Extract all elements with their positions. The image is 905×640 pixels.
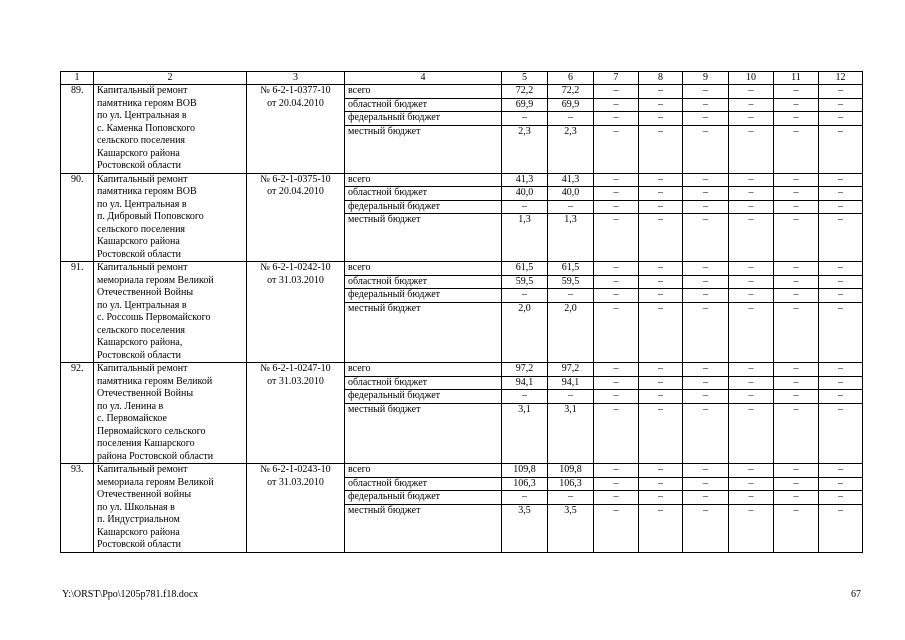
amount-cell: – xyxy=(819,125,863,173)
amount-cell: – xyxy=(594,98,639,112)
object-name-line: района Ростовской области xyxy=(97,450,214,462)
amount-cell: – xyxy=(729,302,774,363)
amount-cell: – xyxy=(594,85,639,99)
registration-line: № 6-2-1-0375-10 xyxy=(260,173,331,185)
amount-cell: – xyxy=(639,187,683,201)
amount-cell: – xyxy=(639,200,683,214)
funding-source: всего xyxy=(345,173,502,187)
amount-cell: – xyxy=(774,187,819,201)
amount-cell: – xyxy=(819,112,863,126)
amount-cell: – xyxy=(729,214,774,262)
registration-line: № 6-2-1-0242-10 xyxy=(260,262,331,273)
funding-source: федеральный бюджет xyxy=(345,200,502,214)
amount-cell: – xyxy=(774,491,819,505)
amount-cell: – xyxy=(683,504,729,552)
registration-line: от 31.03.2010 xyxy=(267,375,324,387)
amount-total: 59,5 xyxy=(502,275,548,289)
budget-table xyxy=(60,71,863,553)
amount-cell: – xyxy=(819,173,863,187)
amount-cell: – xyxy=(683,125,729,173)
object-name-line: Капитальный ремонт xyxy=(97,262,188,273)
amount-cell: – xyxy=(774,477,819,491)
registration-number xyxy=(247,262,345,363)
funding-source: федеральный бюджет xyxy=(345,491,502,505)
column-number-row xyxy=(61,72,863,85)
object-name-line: сельского поселения xyxy=(97,135,186,146)
amount-cell: – xyxy=(683,173,729,187)
amount-cell: – xyxy=(594,262,639,276)
object-name-line: по ул. Ленина в xyxy=(97,400,164,412)
object-name-line: с. Первомайское xyxy=(97,413,167,424)
amount-cell: – xyxy=(594,125,639,173)
table-body xyxy=(61,72,863,553)
amount-total: 94,1 xyxy=(502,376,548,390)
amount-cell: – xyxy=(819,464,863,478)
amount-total: 1,3 xyxy=(502,214,548,262)
object-name xyxy=(94,262,247,363)
object-name-line: памятника героям ВОВ xyxy=(97,97,197,109)
amount-year: 3,5 xyxy=(548,504,594,552)
table-row xyxy=(61,363,863,377)
row-number: 90. xyxy=(61,173,94,262)
object-name-line: поселения Кашарского xyxy=(97,438,195,449)
amount-cell: – xyxy=(819,504,863,552)
object-name-line: с. Россошь Первомайского xyxy=(97,312,211,323)
column-header: 7 xyxy=(594,72,639,85)
footer-file-path: Y:\ORST\Ppo\1205p781.f18.docx xyxy=(62,589,199,600)
amount-cell: – xyxy=(729,464,774,478)
amount-cell: – xyxy=(729,200,774,214)
table-row xyxy=(61,464,863,478)
amount-year: 41,3 xyxy=(548,173,594,187)
amount-cell: – xyxy=(639,363,683,377)
registration-line: от 20.04.2010 xyxy=(267,186,324,197)
funding-source: федеральный бюджет xyxy=(345,390,502,404)
amount-cell: – xyxy=(683,477,729,491)
object-name-line: по ул. Школьная в xyxy=(97,501,175,513)
registration-line: № 6-2-1-0247-10 xyxy=(260,363,331,374)
amount-cell: – xyxy=(683,187,729,201)
amount-cell: – xyxy=(729,289,774,303)
amount-cell: – xyxy=(639,214,683,262)
amount-year: – xyxy=(548,390,594,404)
amount-cell: – xyxy=(819,477,863,491)
object-name-line: Кашарского района xyxy=(97,526,180,538)
funding-source: федеральный бюджет xyxy=(345,112,502,126)
object-name xyxy=(94,464,247,553)
amount-year: 2,3 xyxy=(548,125,594,173)
column-header: 9 xyxy=(683,72,729,85)
amount-cell: – xyxy=(774,464,819,478)
amount-cell: – xyxy=(639,275,683,289)
amount-total: 97,2 xyxy=(502,363,548,377)
funding-source: всего xyxy=(345,262,502,276)
table-row xyxy=(61,173,863,187)
amount-cell: – xyxy=(683,403,729,464)
amount-year: 2,0 xyxy=(548,302,594,363)
amount-cell: – xyxy=(774,98,819,112)
amount-total: – xyxy=(502,289,548,303)
amount-total: – xyxy=(502,200,548,214)
amount-cell: – xyxy=(639,491,683,505)
amount-cell: – xyxy=(729,125,774,173)
registration-number xyxy=(247,464,345,553)
amount-cell: – xyxy=(774,214,819,262)
amount-year: 97,2 xyxy=(548,363,594,377)
amount-cell: – xyxy=(594,464,639,478)
amount-cell: – xyxy=(639,302,683,363)
row-number: 91. xyxy=(61,262,94,363)
amount-cell: – xyxy=(683,363,729,377)
column-header: 11 xyxy=(774,72,819,85)
amount-cell: – xyxy=(729,504,774,552)
registration-line: № 6-2-1-0377-10 xyxy=(260,85,331,96)
column-header: 6 xyxy=(548,72,594,85)
amount-total: 41,3 xyxy=(502,173,548,187)
funding-source: всего xyxy=(345,363,502,377)
registration-line: от 31.03.2010 xyxy=(267,476,324,488)
amount-cell: – xyxy=(683,112,729,126)
amount-cell: – xyxy=(683,98,729,112)
amount-cell: – xyxy=(774,390,819,404)
amount-total: 106,3 xyxy=(502,477,548,491)
object-name-line: Ростовской области xyxy=(97,248,181,260)
amount-year: – xyxy=(548,200,594,214)
amount-cell: – xyxy=(819,289,863,303)
amount-cell: – xyxy=(683,491,729,505)
object-name-line: мемориала героям Великой xyxy=(97,476,214,488)
funding-source: областной бюджет xyxy=(345,98,502,112)
object-name xyxy=(94,85,247,174)
amount-cell: – xyxy=(594,187,639,201)
object-name-line: Ростовской области xyxy=(97,539,181,550)
object-name-line: с. Каменка Поповского xyxy=(97,122,196,134)
amount-total: 2,3 xyxy=(502,125,548,173)
amount-cell: – xyxy=(819,214,863,262)
object-name-line: п. Дибровый Поповского xyxy=(97,211,204,222)
amount-cell: – xyxy=(729,262,774,276)
amount-cell: – xyxy=(639,464,683,478)
amount-year: 3,1 xyxy=(548,403,594,464)
funding-source: местный бюджет xyxy=(345,403,502,464)
amount-cell: – xyxy=(639,504,683,552)
funding-source: федеральный бюджет xyxy=(345,289,502,303)
row-number: 93. xyxy=(61,464,94,553)
amount-cell: – xyxy=(774,125,819,173)
amount-cell: – xyxy=(639,125,683,173)
funding-source: местный бюджет xyxy=(345,302,502,363)
amount-year: 61,5 xyxy=(548,262,594,276)
amount-cell: – xyxy=(819,390,863,404)
amount-cell: – xyxy=(639,98,683,112)
amount-cell: – xyxy=(774,403,819,464)
object-name-line: Капитальный ремонт xyxy=(97,85,188,96)
amount-cell: – xyxy=(683,200,729,214)
amount-cell: – xyxy=(639,173,683,187)
amount-cell: – xyxy=(729,173,774,187)
amount-total: – xyxy=(502,390,548,404)
amount-cell: – xyxy=(683,275,729,289)
amount-cell: – xyxy=(819,302,863,363)
amount-total: 61,5 xyxy=(502,262,548,276)
object-name-line: Отечественной Войны xyxy=(97,287,194,298)
object-name-line: Ростовской области xyxy=(97,349,181,361)
funding-source: областной бюджет xyxy=(345,477,502,491)
amount-cell: – xyxy=(774,275,819,289)
column-header: 12 xyxy=(819,72,863,85)
object-name-line: памятника героям ВОВ xyxy=(97,186,197,197)
amount-cell: – xyxy=(819,200,863,214)
amount-cell: – xyxy=(729,491,774,505)
amount-cell: – xyxy=(594,112,639,126)
footer-page-number: 67 xyxy=(851,589,861,600)
object-name-line: Кашарского района xyxy=(97,236,180,247)
funding-source: местный бюджет xyxy=(345,214,502,262)
amount-cell: – xyxy=(594,275,639,289)
object-name-line: памятника героям Великой xyxy=(97,375,213,387)
amount-cell: – xyxy=(594,376,639,390)
registration-line: от 20.04.2010 xyxy=(267,97,324,109)
row-number: 89. xyxy=(61,85,94,174)
amount-year: – xyxy=(548,289,594,303)
column-header: 8 xyxy=(639,72,683,85)
object-name-line: Кашарского района, xyxy=(97,337,183,348)
amount-cell: – xyxy=(774,302,819,363)
amount-total: 109,8 xyxy=(502,464,548,478)
amount-year: 69,9 xyxy=(548,98,594,112)
amount-cell: – xyxy=(639,112,683,126)
amount-cell: – xyxy=(683,376,729,390)
column-header: 4 xyxy=(345,72,502,85)
funding-source: областной бюджет xyxy=(345,376,502,390)
amount-cell: – xyxy=(729,363,774,377)
amount-cell: – xyxy=(594,302,639,363)
amount-cell: – xyxy=(639,85,683,99)
amount-cell: – xyxy=(683,262,729,276)
column-header: 2 xyxy=(94,72,247,85)
amount-cell: – xyxy=(639,403,683,464)
object-name-line: Первомайского сельского xyxy=(97,425,206,437)
amount-cell: – xyxy=(594,200,639,214)
amount-cell: – xyxy=(729,98,774,112)
amount-cell: – xyxy=(594,173,639,187)
amount-total: 40,0 xyxy=(502,187,548,201)
amount-total: 3,1 xyxy=(502,403,548,464)
funding-source: областной бюджет xyxy=(345,275,502,289)
amount-cell: – xyxy=(594,363,639,377)
amount-cell: – xyxy=(639,477,683,491)
object-name-line: мемориала героям Великой xyxy=(97,274,214,286)
amount-cell: – xyxy=(594,477,639,491)
amount-cell: – xyxy=(819,491,863,505)
amount-total: – xyxy=(502,112,548,126)
object-name-line: сельского поселения xyxy=(97,223,186,235)
amount-cell: – xyxy=(729,85,774,99)
object-name-line: по ул. Центральная в xyxy=(97,198,187,210)
amount-total: 3,5 xyxy=(502,504,548,552)
amount-cell: – xyxy=(683,302,729,363)
amount-cell: – xyxy=(819,85,863,99)
column-header: 1 xyxy=(61,72,94,85)
amount-cell: – xyxy=(819,262,863,276)
amount-cell: – xyxy=(594,289,639,303)
registration-line: № 6-2-1-0243-10 xyxy=(260,464,331,475)
amount-cell: – xyxy=(594,491,639,505)
amount-cell: – xyxy=(774,262,819,276)
amount-cell: – xyxy=(819,376,863,390)
amount-total: 72,2 xyxy=(502,85,548,99)
object-name-line: Отечественной войны xyxy=(97,489,192,500)
amount-year: 94,1 xyxy=(548,376,594,390)
object-name-line: Капитальный ремонт xyxy=(97,363,188,374)
amount-year: 1,3 xyxy=(548,214,594,262)
column-header: 10 xyxy=(729,72,774,85)
amount-cell: – xyxy=(594,390,639,404)
amount-cell: – xyxy=(594,214,639,262)
object-name-line: сельского поселения xyxy=(97,324,186,336)
amount-year: 40,0 xyxy=(548,187,594,201)
funding-source: местный бюджет xyxy=(345,504,502,552)
amount-total: 69,9 xyxy=(502,98,548,112)
amount-cell: – xyxy=(774,85,819,99)
amount-cell: – xyxy=(729,403,774,464)
amount-year: 106,3 xyxy=(548,477,594,491)
amount-cell: – xyxy=(819,98,863,112)
amount-year: – xyxy=(548,112,594,126)
amount-cell: – xyxy=(729,275,774,289)
amount-cell: – xyxy=(683,289,729,303)
column-header: 3 xyxy=(247,72,345,85)
object-name-line: п. Индустриальном xyxy=(97,514,180,525)
amount-cell: – xyxy=(683,464,729,478)
amount-cell: – xyxy=(774,504,819,552)
funding-source: местный бюджет xyxy=(345,125,502,173)
amount-year: 109,8 xyxy=(548,464,594,478)
registration-number xyxy=(247,173,345,262)
amount-cell: – xyxy=(774,173,819,187)
column-header: 5 xyxy=(502,72,548,85)
amount-cell: – xyxy=(729,112,774,126)
registration-number xyxy=(247,363,345,464)
table-row xyxy=(61,85,863,99)
object-name xyxy=(94,363,247,464)
object-name-line: по ул. Центральная в xyxy=(97,110,187,121)
amount-cell: – xyxy=(774,363,819,377)
amount-total: 2,0 xyxy=(502,302,548,363)
amount-cell: – xyxy=(683,390,729,404)
amount-cell: – xyxy=(639,289,683,303)
amount-cell: – xyxy=(819,403,863,464)
amount-cell: – xyxy=(594,403,639,464)
amount-cell: – xyxy=(639,390,683,404)
amount-cell: – xyxy=(729,390,774,404)
amount-total: – xyxy=(502,491,548,505)
funding-source: всего xyxy=(345,464,502,478)
amount-cell: – xyxy=(774,289,819,303)
funding-source: всего xyxy=(345,85,502,99)
amount-cell: – xyxy=(819,275,863,289)
amount-cell: – xyxy=(819,363,863,377)
object-name-line: Ростовской области xyxy=(97,160,181,171)
amount-cell: – xyxy=(683,85,729,99)
object-name xyxy=(94,173,247,262)
row-number: 92. xyxy=(61,363,94,464)
object-name-line: Отечественной Войны xyxy=(97,388,194,399)
funding-source: областной бюджет xyxy=(345,187,502,201)
amount-cell: – xyxy=(774,200,819,214)
amount-cell: – xyxy=(774,112,819,126)
registration-line: от 31.03.2010 xyxy=(267,274,324,286)
registration-number xyxy=(247,85,345,174)
amount-cell: – xyxy=(774,376,819,390)
amount-cell: – xyxy=(729,187,774,201)
amount-cell: – xyxy=(683,214,729,262)
amount-year: 59,5 xyxy=(548,275,594,289)
amount-cell: – xyxy=(594,504,639,552)
amount-year: – xyxy=(548,491,594,505)
object-name-line: Капитальный ремонт xyxy=(97,173,188,185)
amount-cell: – xyxy=(729,376,774,390)
amount-cell: – xyxy=(639,262,683,276)
amount-cell: – xyxy=(819,187,863,201)
table-row xyxy=(61,262,863,276)
amount-cell: – xyxy=(729,477,774,491)
amount-cell: – xyxy=(639,376,683,390)
object-name-line: Кашарского района xyxy=(97,147,180,159)
object-name-line: Капитальный ремонт xyxy=(97,464,188,475)
object-name-line: по ул. Центральная в xyxy=(97,299,187,311)
amount-year: 72,2 xyxy=(548,85,594,99)
